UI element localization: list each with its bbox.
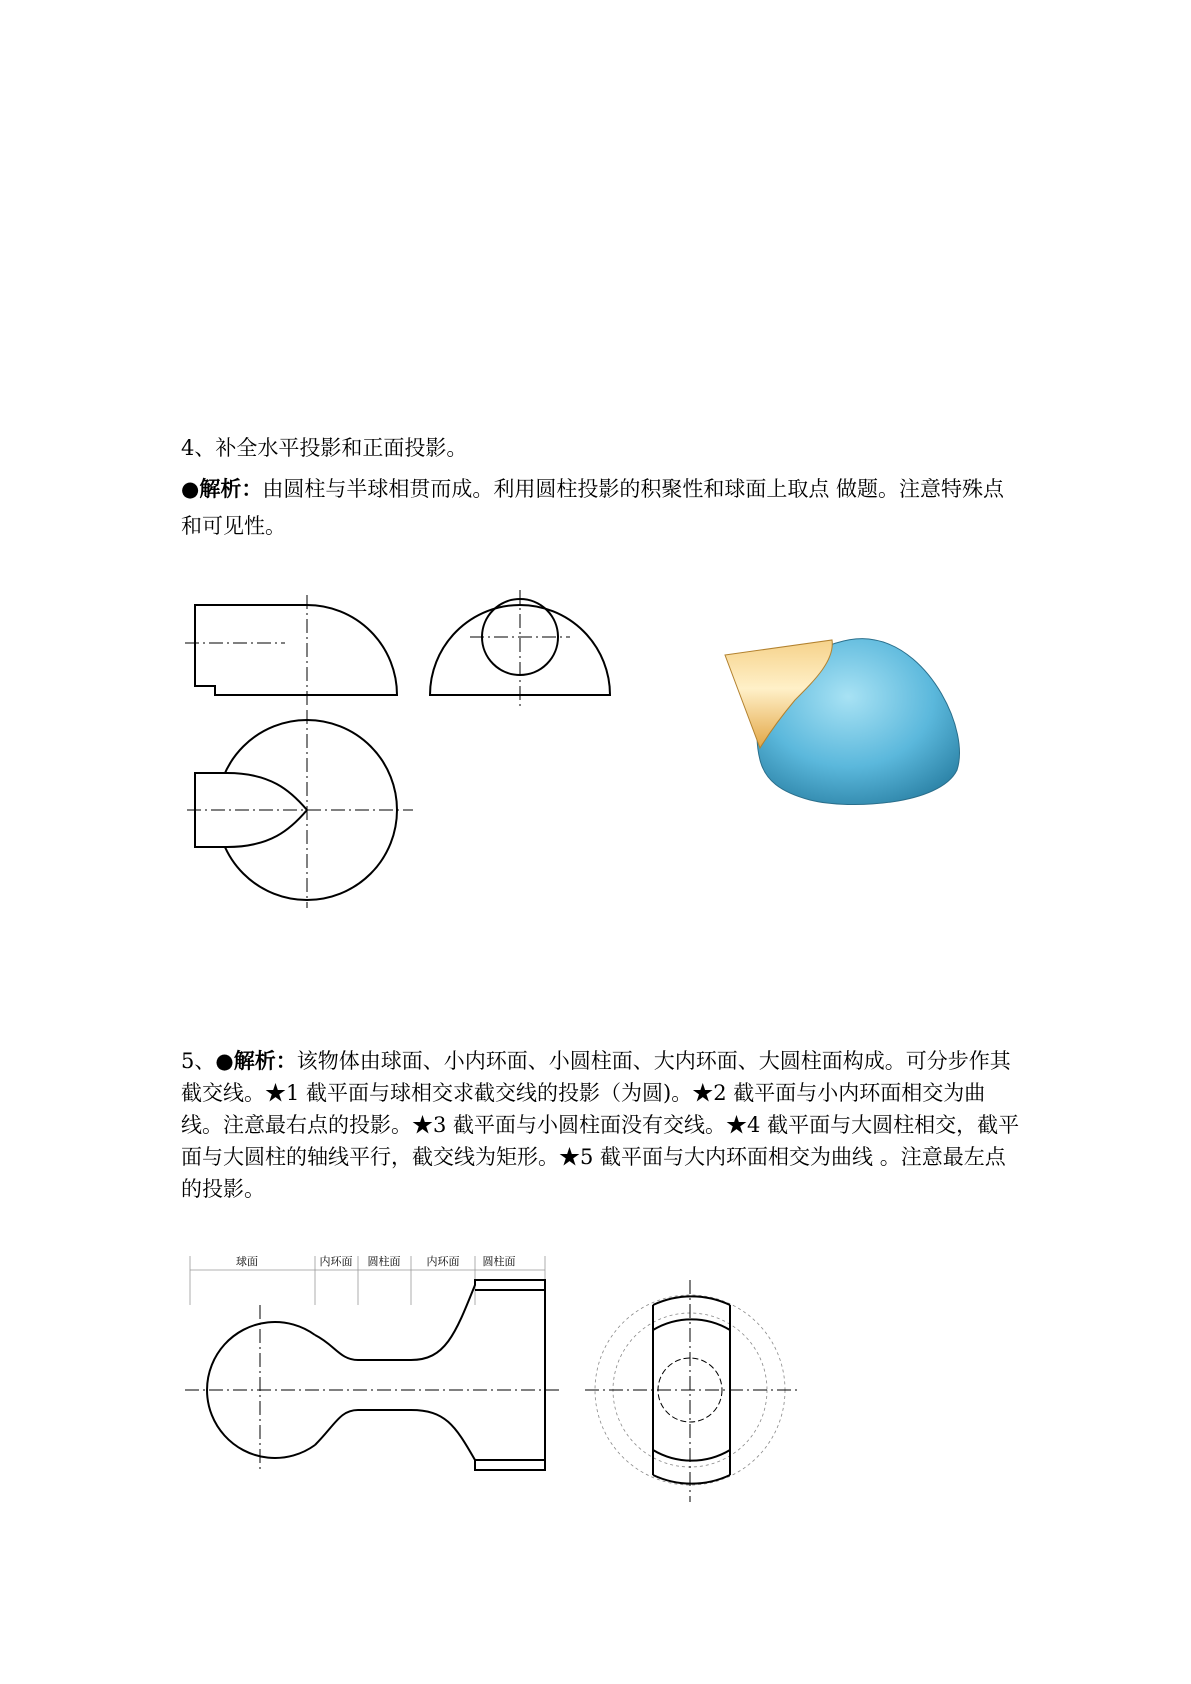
3d-illustration [720, 620, 970, 810]
side-view-drawing [425, 590, 625, 710]
analysis-text: 该物体由球面、小内环面、小圆柱面、大内环面、大圆柱面构成。可分步作其截交线。★1 截平面与球相交求截交线的投影（为圆)。★2 截平面与小内环面相交为曲线。注意最右点的投影。★3 截平面与小圆柱面没有交线。★4 截平面与大圆柱相交，截平面与大圆柱的轴线平行，截交线为矩形。★5 截平面与大内环面相交为曲线 。注意最左点的投影。 [181, 1049, 1020, 1201]
dim-label-cylinder-1: 圆柱面 [367, 1256, 401, 1268]
analysis-label: 解析： [233, 1048, 297, 1073]
analysis-text: 由圆柱与半球相贯而成。利用圆柱投影的积聚性和球面上取点 做题。注意特殊点和可见性。 [181, 477, 1005, 538]
dim-label-inner-torus-1: 内环面 [319, 1256, 353, 1268]
dim-label-sphere: 球面 [236, 1256, 258, 1268]
problem-4-title: 4、补全水平投影和正面投影。 [181, 436, 468, 460]
problem-4-analysis [181, 470, 1021, 545]
top-view-drawing [185, 710, 415, 910]
bullet: ● [215, 1048, 234, 1073]
analysis-label: 解析： [199, 476, 263, 501]
front-view-drawing [185, 595, 415, 710]
problem-5-analysis [181, 1045, 1021, 1205]
bullet: ● [181, 476, 200, 501]
revolved-part-front-view [185, 1250, 565, 1475]
problem-5-prefix: 5、 [181, 1049, 216, 1073]
dim-label-cylinder-2: 圆柱面 [482, 1256, 516, 1268]
dim-label-inner-torus-2: 内环面 [426, 1256, 460, 1268]
revolved-part-side-view [585, 1280, 800, 1505]
